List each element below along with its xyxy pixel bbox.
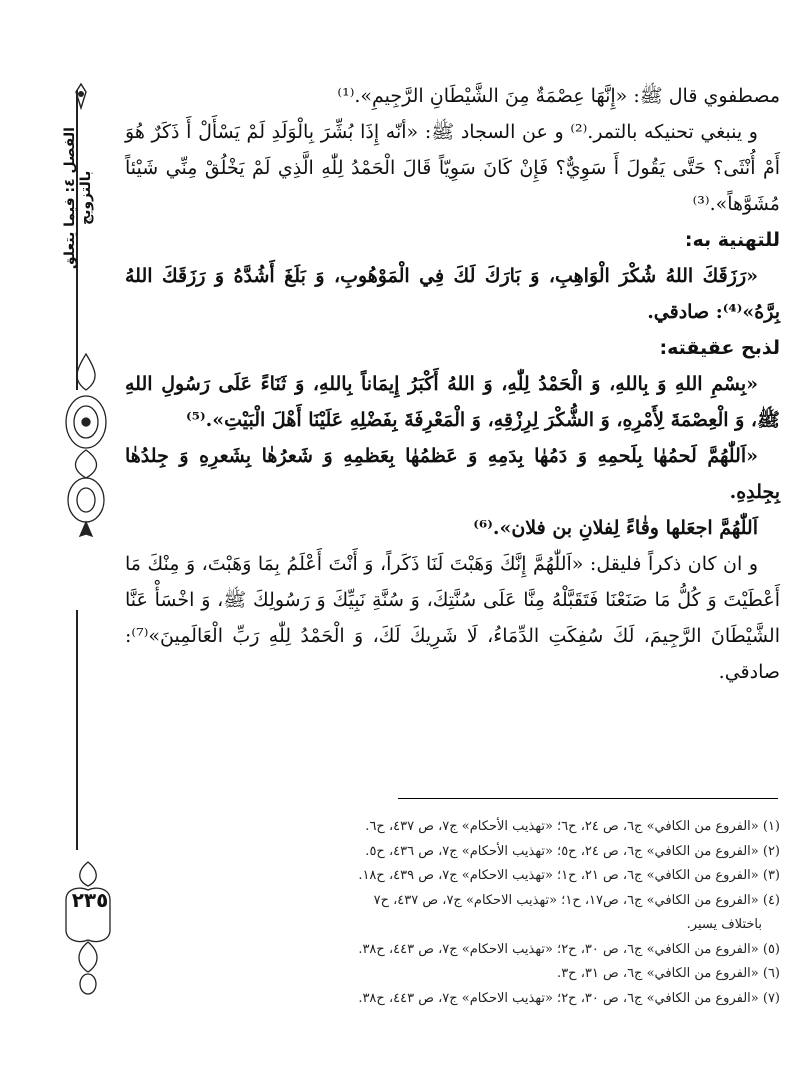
medallion-ornament-icon	[56, 350, 116, 540]
section-heading: لذبح عقيقته:	[659, 337, 780, 359]
page-number: ٢٣٥	[71, 888, 109, 912]
footnote: (٤) «الفروع من الكافي» ج٦، ص١٧، ح١؛ «تهذيب الاحكام» ج٧، ص ٤٣٧، ح٧	[373, 892, 780, 908]
footnote: (٣) «الفروع من الكافي» ج٦، ص ٢١، ح١؛ «تهذيب الاحكام» ج٧، ص ٤٣٩، ح١٨.	[358, 868, 780, 883]
paragraph: «رَزَقَكَ اللهُ شُكْرَ الْوَاهِبِ، وَ بَارَكَ لَكَ فِي الْمَوْهُوبِ، وَ بَلَغَ أَشُدَّهُ وَ رَزَقَكَ اللهُ بِرَّهُ»⁽⁴⁾: صادقي.	[125, 265, 780, 323]
running-title: الفصل ٤: فيما يتعلق بالتزويج	[62, 127, 94, 269]
top-ornament-icon	[66, 82, 96, 110]
paragraph: «اَللّٰهُمَّ لَحمُهٰا بِلَحمِهِ وَ دَمُهٰا بِدَمِهِ وَ عَظمُهٰا بِعَظمِهِ وَ شَعرُهٰا بِشَعرِهِ وَ جِلدُهٰا بِجِلدِهِ.	[125, 445, 780, 503]
paragraph: و ينبغي تحنيكه بالتمر.⁽²⁾ و عن السجاد ﷺ: «أنّه إِذَا بُشِّرَ بِالْوَلَدِ لَمْ يَسْأَلْ أَ ذَكَرٌ هُوَ أَمْ أُنْثَى؟ حَتَّى يَقُولَ أَ سَوِيٌّ؟ فَإِنْ كَانَ سَوِيّاً قَالَ الْحَمْدُ لِلّٰهِ الَّذِي لَمْ يَخْلُقْ مِنِّي شَيْئاً مُشَوَّهاً».⁽³⁾	[125, 121, 780, 215]
paragraph: مصطفوي قال ﷺ: «إِنَّهَا عِصْمَةٌ مِنَ الشَّيْطَانِ الرَّجِيمِ».⁽¹⁾	[337, 85, 780, 107]
paragraph: و ان كان ذكراً فليقل: «اَللّٰهُمَّ إِنَّكَ وَهَبْتَ لَنَا ذَكَراً، وَ أَنْتَ أَعْلَمُ بِمَا وَهَبْتَ، وَ مِنْكَ مَا أَعْطَيْتَ وَ كُلُّ مَا صَنَعْنَا فَتَقَبَّلْهُ مِنَّا عَلَى سُنَّتِكَ، وَ سُنَّةِ نَبِيِّكَ وَ رَسُولِكَ ﷺ، وَ اخْسَأْ عَنَّا الشَّيْطَانَ الرَّجِيمَ، لَكَ سُفِكَتِ الدِّمَاءُ، لَا شَرِيكَ لَكَ، وَ الْحَمْدُ لِلّٰهِ رَبِّ الْعَالَمِينَ»⁽⁷⁾: صادقي.	[125, 553, 780, 683]
footnote: (٥) «الفروع من الكافي» ج٦، ص ٣٠، ح٢؛ «تهذيب الاحكام» ج٧، ص ٤٤٣، ح٣٨.	[358, 941, 780, 957]
page-number-frame-icon	[58, 860, 118, 1000]
footnote-divider	[398, 798, 778, 799]
main-text	[125, 78, 780, 690]
footnote-continuation: باختلاف يسير.	[686, 917, 762, 932]
paragraph: اَللّٰهُمَّ اجعَلها وقٰاءً لِفلانِ بن فلان».⁽⁶⁾	[473, 517, 758, 539]
footnote: (٦) «الفروع من الكافي» ج٦، ص ٣١، ح٣.	[557, 966, 780, 981]
footnote: (١) «الفروع من الكافي» ج٦، ص ٢٤، ح٦؛ «تهذيب الأحكام» ج٧، ص ٤٣٧، ح٦.	[365, 819, 780, 834]
section-heading: للتهنية به:	[684, 229, 780, 251]
paragraph: «بِسْمِ اللهِ وَ بِاللهِ، وَ الْحَمْدُ لِلّٰهِ، وَ اللهُ أَكْبَرُ إِيمَاناً بِاللهِ، وَ ثَنَاءً عَلَى رَسُولِ اللهِ ﷺ، وَ الْعِصْمَةَ لِأَمْرِهِ، وَ الشُّكْرَ لِرِزْقِهِ، وَ الْمَعْرِفَةَ بِفَضْلِهِ عَلَيْنَا أَهْلَ الْبَيْتِ».⁽⁵⁾	[125, 373, 780, 431]
footnotes	[160, 815, 780, 1011]
footnote: (٢) «الفروع من الكافي» ج٦، ص ٢٤، ح٥؛ «تهذيب الأحكام» ج٧، ص ٤٣٦، ح٥.	[365, 843, 780, 859]
footnote: (٧) «الفروع من الكافي» ج٦، ص ٣٠، ح٢؛ «تهذيب الاحكام» ج٧، ص ٤٤٣، ح٣٨.	[358, 990, 780, 1006]
margin-rule-bottom	[76, 610, 78, 850]
